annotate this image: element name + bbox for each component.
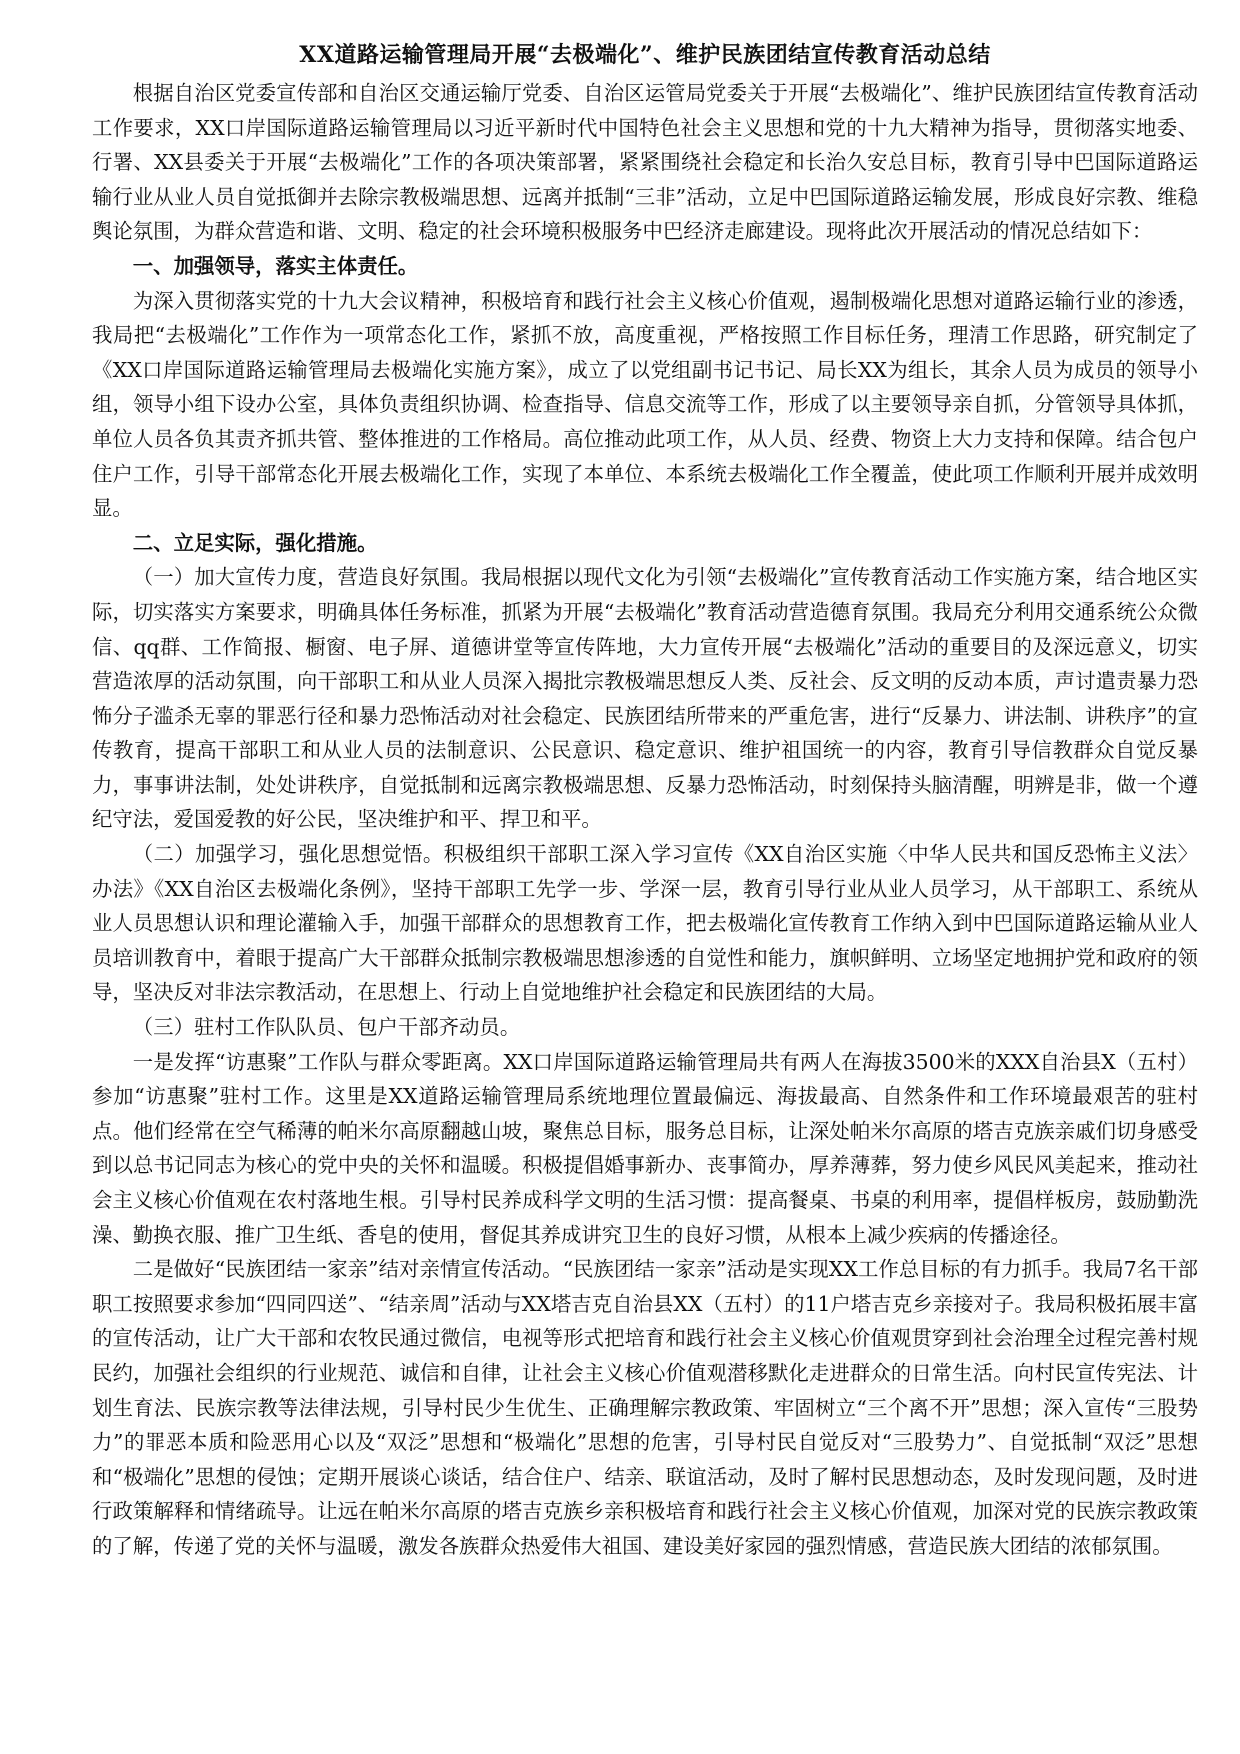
point-2-paragraph: 二是做好“民族团结一家亲”结对亲情宣传活动。“民族团结一家亲”活动是实现XX工作总目标的有力抓手。我局7名干部职工按照要求参加“四同四送”、“结亲周”活动与XX塔吉克自治县XX（五村）的11户塔吉克乡亲接对子。我局积极拓展丰富的宣传活动，让广大干部和农牧民通过微信，电视等形式把培育和践行社会主义核心价值观贯穿到社会治理全过程完善村规民约，加强社会组织的行业规范、诚信和自律，让社会主义核心价值观潜移默化走进群众的日常生活。向村民宣传宪法、计划生育法、民族宗教等法律法规，引导村民少生优生、正确理解宗教政策、牢固树立“三个离不开”思想；深入宣传“三股势力”的罪恶本质和险恶用心以及“双泛”思想和“极端化”思想的危害，引导村民自觉反对“三股势力”、自觉抵制“双泛”思想和“极端化”思想的侵蚀；定期开展谈心谈话，结合住户、结亲、联谊活动，及时了解村民思想动态，及时发现问题，及时进行政策解释和情绪疏导。让远在帕米尔高原的塔吉克族乡亲积极培育和践行社会主义核心价值观，加深对党的民族宗教政策的了解，传递了党的关怀与温暖，激发各族群众热爱伟大祖国、建设美好家园的强烈情感，营造民族大团结的浓郁氛围。	[92, 1257, 1198, 1558]
section-1-paragraph: 为深入贯彻落实党的十九大会议精神，积极培育和践行社会主义核心价值观，遏制极端化思想对道路运输行业的渗透，我局把“去极端化”工作作为一项常态化工作，紧抓不放，高度重视，严格按照工作目标任务，理清工作思路，研究制定了《XX口岸国际道路运输管理局去极端化实施方案》，成立了以党组副书记书记、局长XX为组长，其余人员为成员的领导小组，领导小组下设办公室，具体负责组织协调、检查指导、信息交流等工作，形成了以主要领导亲自抓，分管领导具体抓，单位人员各负其责齐抓共管、整体推进的工作格局。高位推动此项工作，从人员、经费、物资上大力支持和保障。结合包户住户工作，引导干部常态化开展去极端化工作，实现了本单位、本系统去极端化工作全覆盖，使此项工作顺利开展并成效明显。	[92, 288, 1198, 521]
document-title: XX道路运输管理局开展“去极端化”、维护民族团结宣传教育活动总结	[299, 42, 991, 68]
subsection-3-heading: （三）驻村工作队队员、包户干部齐动员。	[132, 1015, 521, 1040]
point-1-paragraph: 一是发挥“访惠聚”工作队与群众零距离。XX口岸国际道路运输管理局共有两人在海拔3500米的XXX自治县X（五村）参加“访惠聚”驻村工作。这里是XX道路运输管理局系统地理位置最偏远、海拔最高、自然条件和工作环境最艰苦的驻村点。他们经常在空气稀薄的帕米尔高原翻越山坡，聚焦总目标，服务总目标，让深处帕米尔高原的塔吉克族亲戚们切身感受到以总书记同志为核心的党中央的关怀和温暖。积极提倡婚事新办、丧事简办，厚养薄葬，努力使乡风民风美起来，推动社会主义核心价值观在农村落地生根。引导村民养成科学文明的生活习惯：提高餐桌、书桌的利用率，提倡样板房，鼓励勤洗澡、勤换衣服、推广卫生纸、香皂的使用，督促其养成讲究卫生的良好习惯，从根本上减少疾病的传播途径。	[92, 1049, 1198, 1247]
subsection-1-paragraph: （一）加大宣传力度，营造良好氛围。我局根据以现代文化为引领“去极端化”宣传教育活动工作实施方案，结合地区实际，切实落实方案要求，明确具体任务标准，抓紧为开展“去极端化”教育活动营造德育氛围。我局充分利用交通系统公众微信、qq群、工作简报、橱窗、电子屏、道德讲堂等宣传阵地，大力宣传开展“去极端化”活动的重要目的及深远意义，切实营造浓厚的活动氛围，向干部职工和从业人员深入揭批宗教极端思想反人类、反社会、反文明的反动本质，声讨遣责暴力恐怖分子滥杀无辜的罪恶行径和暴力恐怖活动对社会稳定、民族团结所带来的严重危害，进行“反暴力、讲法制、讲秩序”的宣传教育，提高干部职工和从业人员的法制意识、公民意识、稳定意识、维护祖国统一的内容，教育引导信教群众自觉反暴力，事事讲法制，处处讲秩序，自觉抵制和远离宗教极端思想、反暴力恐怖活动，时刻保持头脑清醒，明辨是非，做一个遵纪守法，爱国爱教的好公民，坚决维护和平、捍卫和平。	[92, 565, 1198, 832]
intro-paragraph: 根据自治区党委宣传部和自治区交通运输厅党委、自治区运管局党委关于开展“去极端化”、维护民族团结宣传教育活动工作要求，XX口岸国际道路运输管理局以习近平新时代中国特色社会主义思想和党的十九大精神为指导，贯彻落实地委、行署、XX县委关于开展“去极端化”工作的各项决策部署，紧紧围绕社会稳定和长治久安总目标，教育引导中巴国际道路运输行业从业人员自觉抵御并去除宗教极端思想、远离并抵制“三非”活动，立足中巴国际道路运输发展，形成良好宗教、维稳舆论氛围，为群众营造和谐、文明、稳定的社会环境积极服务中巴经济走廊建设。现将此次开展活动的情况总结如下：	[92, 81, 1198, 244]
section-heading-2: 二、立足实际，强化措施。	[132, 530, 378, 555]
subsection-2-paragraph: （二）加强学习，强化思想觉悟。积极组织干部职工深入学习宣传《XX自治区实施〈中华人民共和国反恐怖主义法〉办法》《XX自治区去极端化条例》，坚持干部职工先学一步、学深一层，教育引导行业从业人员学习，从干部职工、系统从业人员思想认识和理论灌输入手，加强干部群众的思想教育工作，把去极端化宣传教育工作纳入到中巴国际道路运输从业人员培训教育中，着眼于提高广大干部群众抵制宗教极端思想渗透的自觉性和能力，旗帜鲜明、立场坚定地拥护党和政府的领导，坚决反对非法宗教活动，在思想上、行动上自觉地维护社会稳定和民族团结的大局。	[92, 842, 1198, 1005]
section-heading-1: 一、加强领导，落实主体责任。	[132, 253, 419, 278]
